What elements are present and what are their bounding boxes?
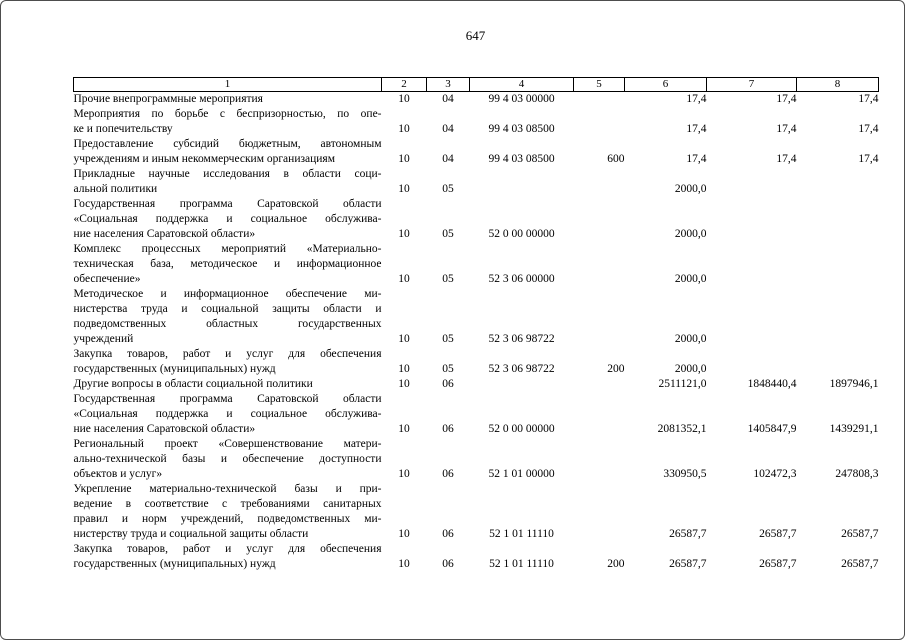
cell-vr-code xyxy=(574,287,625,347)
table-row xyxy=(74,197,879,242)
cell-csr-code: 52 1 01 00000 xyxy=(488,468,555,480)
cell-csr-code: 52 1 01 11110 xyxy=(489,558,554,570)
cell-amount-year1: 17,4 xyxy=(686,93,707,105)
table-row xyxy=(74,92,879,108)
table-body xyxy=(74,92,879,573)
cell-amount-year2: 26587,7 xyxy=(759,528,797,540)
cell-podrazdel: 06 xyxy=(442,423,454,435)
table-row xyxy=(74,542,879,572)
cell-amount-year1: 26587,7 xyxy=(669,558,707,570)
row-title xyxy=(74,197,382,242)
cell-amount-year2: 102472,3 xyxy=(753,468,797,480)
cell-csr-code: 52 1 01 11110 xyxy=(489,528,554,540)
row-title xyxy=(74,242,382,287)
cell-amount-year3 xyxy=(797,197,879,242)
cell-razdel: 10 xyxy=(398,333,410,345)
row-title xyxy=(74,377,382,392)
cell-csr-code: 99 4 03 00000 xyxy=(488,93,555,105)
cell-vr-code xyxy=(574,242,625,287)
cell-vr-code xyxy=(574,92,625,108)
cell-vr-code: 200 xyxy=(607,363,625,375)
row-title-line: Государственная программа Саратовской области xyxy=(73,198,382,210)
cell-amount-year3 xyxy=(797,287,879,347)
cell-amount-year2: 17,4 xyxy=(776,153,797,165)
cell-csr-code: 52 3 06 98722 xyxy=(488,363,555,375)
row-title xyxy=(74,542,382,572)
cell-amount-year2 xyxy=(707,242,797,287)
row-title-line: Региональный проект «Совершенствование матери- xyxy=(73,438,382,450)
row-title-line: альной политики xyxy=(73,183,158,195)
header-cell-3: 3 xyxy=(427,78,470,92)
cell-amount-year3: 26587,7 xyxy=(841,528,879,540)
table-row xyxy=(74,242,879,287)
row-title-line: Предоставление субсидий бюджетным, автономным xyxy=(73,138,382,150)
header-cell-2: 2 xyxy=(382,78,427,92)
row-title xyxy=(74,137,382,167)
cell-amount-year2 xyxy=(707,347,797,377)
row-title-line: правил и норм учреждений, подведомственных ми- xyxy=(73,513,382,525)
row-title-line: государственных (муниципальных) нужд xyxy=(73,558,276,570)
cell-razdel: 10 xyxy=(398,363,410,375)
cell-amount-year2 xyxy=(707,287,797,347)
cell-amount-year3 xyxy=(797,347,879,377)
cell-csr-code: 52 0 00 00000 xyxy=(488,423,555,435)
cell-podrazdel: 04 xyxy=(442,93,454,105)
table-row xyxy=(74,347,879,377)
row-title-line: «Социальная поддержка и социальное обслужива- xyxy=(73,408,382,420)
cell-amount-year1: 2000,0 xyxy=(674,363,707,375)
row-title-line: ке и попечительству xyxy=(73,123,173,135)
cell-amount-year2: 1848440,4 xyxy=(747,378,797,390)
cell-amount-year3: 247808,3 xyxy=(835,468,879,480)
row-title xyxy=(74,347,382,377)
row-title xyxy=(74,92,382,108)
cell-csr-code xyxy=(470,377,574,392)
header-cell-7: 7 xyxy=(707,78,797,92)
cell-amount-year2: 17,4 xyxy=(776,93,797,105)
cell-csr-code: 52 3 06 98722 xyxy=(488,333,555,345)
cell-podrazdel: 05 xyxy=(442,183,454,195)
header-cell-5: 5 xyxy=(574,78,625,92)
cell-vr-code xyxy=(574,197,625,242)
row-title-line: учреждений xyxy=(73,333,134,345)
table-row xyxy=(74,482,879,542)
cell-razdel: 10 xyxy=(398,273,410,285)
header-cell-6: 6 xyxy=(625,78,707,92)
cell-vr-code xyxy=(574,482,625,542)
cell-amount-year3: 17,4 xyxy=(858,123,879,135)
cell-csr-code: 52 3 06 00000 xyxy=(488,273,555,285)
row-title-line: государственных (муниципальных) нужд xyxy=(73,363,276,375)
cell-razdel: 10 xyxy=(398,93,410,105)
cell-amount-year2: 17,4 xyxy=(776,123,797,135)
cell-vr-code xyxy=(574,167,625,197)
row-title-line: учреждениям и иным некоммерческим организациям xyxy=(73,153,335,165)
cell-csr-code: 52 0 00 00000 xyxy=(488,228,555,240)
row-title-line: обеспечение» xyxy=(73,273,141,285)
cell-razdel: 10 xyxy=(398,468,410,480)
cell-razdel: 10 xyxy=(398,228,410,240)
cell-amount-year3 xyxy=(797,167,879,197)
cell-podrazdel: 05 xyxy=(442,273,454,285)
cell-podrazdel: 06 xyxy=(442,528,454,540)
cell-amount-year1: 2000,0 xyxy=(674,273,707,285)
row-title-line: нистерству труда и социальной защиты области xyxy=(73,528,309,540)
row-title-line: Закупка товаров, работ и услуг для обеспечения xyxy=(73,543,382,555)
cell-amount-year1: 17,4 xyxy=(686,153,707,165)
cell-amount-year2: 1405847,9 xyxy=(747,423,797,435)
cell-csr-code xyxy=(470,167,574,197)
row-title-line: Мероприятия по борьбе с беспризорностью, по опе- xyxy=(73,108,382,120)
row-title-line: Укрепление материально-технической базы и при- xyxy=(73,483,382,495)
table-row xyxy=(74,377,879,392)
cell-amount-year1: 2081352,1 xyxy=(657,423,707,435)
table-row xyxy=(74,392,879,437)
cell-podrazdel: 06 xyxy=(442,468,454,480)
cell-amount-year1: 2000,0 xyxy=(674,333,707,345)
row-title xyxy=(74,107,382,137)
cell-amount-year3: 17,4 xyxy=(858,93,879,105)
cell-amount-year1: 2511121,0 xyxy=(658,378,707,390)
cell-vr-code xyxy=(574,392,625,437)
row-title xyxy=(74,167,382,197)
cell-amount-year1: 2000,0 xyxy=(674,183,707,195)
row-title-line: Методическое и информационное обеспечение ми- xyxy=(73,288,382,300)
row-title-line: Комплекс процессных мероприятий «Материально- xyxy=(73,243,382,255)
cell-razdel: 10 xyxy=(398,183,410,195)
cell-razdel: 10 xyxy=(398,123,410,135)
cell-csr-code: 99 4 03 08500 xyxy=(488,153,555,165)
row-title-line: Государственная программа Саратовской области xyxy=(73,393,382,405)
cell-razdel: 10 xyxy=(398,423,410,435)
table-row xyxy=(74,437,879,482)
cell-razdel: 10 xyxy=(398,528,410,540)
cell-amount-year1: 26587,7 xyxy=(669,528,707,540)
cell-razdel: 10 xyxy=(398,558,410,570)
cell-vr-code xyxy=(574,107,625,137)
row-title xyxy=(74,287,382,347)
table-row xyxy=(74,137,879,167)
row-title-line: ально-технической базы и обеспечение доступности xyxy=(73,453,382,465)
cell-amount-year2 xyxy=(707,167,797,197)
row-title xyxy=(74,392,382,437)
row-title-line: Прикладные научные исследования в области соци- xyxy=(73,168,382,180)
row-title-line: ведение в соответствие с требованиями санитарных xyxy=(73,498,382,510)
cell-amount-year3: 17,4 xyxy=(858,153,879,165)
row-title-line: нистерства труда и социальной защиты области и xyxy=(73,303,382,315)
cell-amount-year3: 1439291,1 xyxy=(829,423,879,435)
table-row xyxy=(74,287,879,347)
cell-amount-year1: 2000,0 xyxy=(674,228,707,240)
cell-amount-year3: 26587,7 xyxy=(841,558,879,570)
page-number: 647 xyxy=(465,28,486,43)
cell-vr-code xyxy=(574,437,625,482)
header-cell-1: 1 xyxy=(74,78,382,92)
row-title-line: подведомственных областных государственных xyxy=(73,318,382,330)
table-header-row xyxy=(74,78,879,92)
row-title-line: Прочие внепрограммные мероприятия xyxy=(73,93,263,105)
header-cell-8: 8 xyxy=(797,78,879,92)
cell-amount-year1: 17,4 xyxy=(686,123,707,135)
cell-amount-year1: 330950,5 xyxy=(663,468,707,480)
table-row xyxy=(74,107,879,137)
cell-podrazdel: 04 xyxy=(442,123,454,135)
cell-vr-code: 600 xyxy=(607,153,625,165)
cell-vr-code: 200 xyxy=(607,558,625,570)
budget-table xyxy=(73,77,879,572)
row-title xyxy=(74,482,382,542)
cell-podrazdel: 05 xyxy=(442,363,454,375)
table-row xyxy=(74,167,879,197)
cell-podrazdel: 04 xyxy=(442,153,454,165)
cell-amount-year2: 26587,7 xyxy=(759,558,797,570)
cell-podrazdel: 06 xyxy=(442,378,454,390)
row-title-line: ние населения Саратовской области» xyxy=(73,423,256,435)
row-title-line: объектов и услуг» xyxy=(73,468,163,480)
row-title-line: Закупка товаров, работ и услуг для обеспечения xyxy=(73,348,382,360)
cell-amount-year2 xyxy=(707,197,797,242)
cell-csr-code: 99 4 03 08500 xyxy=(488,123,555,135)
cell-amount-year3: 1897946,1 xyxy=(829,378,879,390)
cell-podrazdel: 05 xyxy=(442,228,454,240)
cell-podrazdel: 06 xyxy=(442,558,454,570)
header-cell-4: 4 xyxy=(470,78,574,92)
row-title-line: ние населения Саратовской области» xyxy=(73,228,256,240)
cell-razdel: 10 xyxy=(398,153,410,165)
row-title-line: техническая база, методическое и информационное xyxy=(73,258,382,270)
row-title xyxy=(74,437,382,482)
cell-podrazdel: 05 xyxy=(442,333,454,345)
cell-amount-year3 xyxy=(797,242,879,287)
row-title-line: Другие вопросы в области социальной политики xyxy=(73,378,313,390)
cell-vr-code xyxy=(574,377,625,392)
cell-razdel: 10 xyxy=(398,378,410,390)
row-title-line: «Социальная поддержка и социальное обслужива- xyxy=(73,213,382,225)
